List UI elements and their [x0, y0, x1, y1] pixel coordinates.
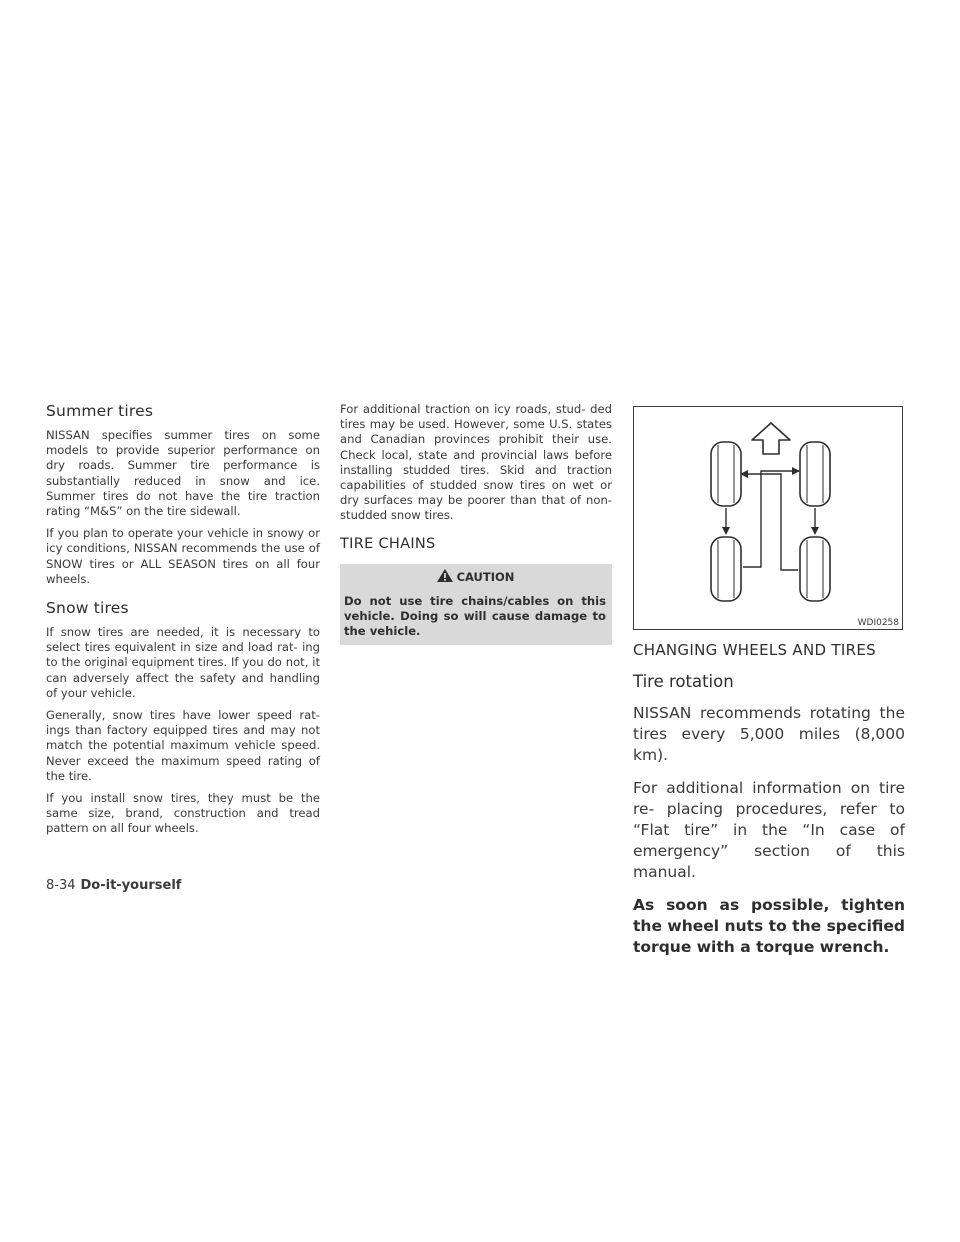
- paragraph: NISSAN specifies summer tires on some models to provide superior performance on dry roads. Summer tire performance is substantially reduced in snow and ice. Summer tires do not have the tire traction rating “M&S” on the tire sidewall.: [46, 428, 320, 519]
- paragraph: Generally, snow tires have lower speed rat- ings than factory equipped tires and may not match the potential maximum vehicle speed. Never exceed the maximum speed rating of the tire.: [46, 708, 320, 783]
- paragraph: For additional information on tire re- placing procedures, refer to “Flat tire” in the “In case of emergency” section of this manual.: [633, 779, 905, 881]
- figure-label: WDI0258: [857, 618, 899, 628]
- heading-tire-chains: TIRE CHAINS: [340, 535, 436, 552]
- heading-snow-tires: Snow tires: [46, 599, 129, 618]
- caution-box: [340, 564, 612, 646]
- tire-rear-left-icon: [711, 537, 741, 601]
- column-middle: [340, 402, 612, 645]
- section-title: Do-it-yourself: [80, 878, 182, 893]
- warning-triangle-icon: [436, 568, 454, 586]
- column-right: [633, 406, 905, 958]
- tire-front-right-icon: [800, 442, 830, 506]
- tire-front-left-icon: [711, 442, 741, 506]
- caution-label: CAUTION: [456, 569, 515, 584]
- tire-rotation-diagram: [633, 406, 903, 630]
- page-number: 8-34: [46, 878, 76, 893]
- tire-rear-right-icon: [800, 537, 830, 601]
- column-left: [46, 402, 320, 844]
- caution-header: [344, 568, 606, 586]
- paragraph: If you plan to operate your vehicle in snowy or icy conditions, NISSAN recommends the use of SNOW tires or ALL SEASON tires on all four wheels.: [46, 526, 320, 586]
- forward-arrow-icon: [752, 423, 790, 454]
- paragraph: If you install snow tires, they must be the same size, brand, construction and tread pattern on all four wheels.: [46, 791, 320, 836]
- paragraph-studded-tires: For additional traction on icy roads, stud- ded tires may be used. However, some U.S. states and Canadian provinces prohibit their use. Check local, state and provincial laws before installing studded tires. Skid and traction capabilities of studded snow tires on wet or dry surfaces may be poorer than that of non-studded snow tires.: [340, 402, 612, 523]
- page-footer: [46, 878, 181, 893]
- bold-note: As soon as possible, tighten the wheel nuts to the specified torque with a torque wrench.: [633, 896, 905, 956]
- paragraph: NISSAN recommends rotating the tires every 5,000 miles (8,000 km).: [633, 704, 905, 764]
- heading-tire-rotation: Tire rotation: [633, 672, 734, 691]
- heading-summer-tires: Summer tires: [46, 402, 154, 420]
- caution-text: Do not use tire chains/cables on this vehicle. Doing so will cause damage to the vehicle.: [344, 593, 606, 639]
- heading-changing-wheels: CHANGING WHEELS AND TIRES: [633, 641, 876, 659]
- tire-rotation-illustration: [634, 407, 904, 631]
- paragraph: If snow tires are needed, it is necessary to select tires equivalent in size and load rat- ing to the original equipment tires. If you do not, it can adversely affect the safety and handling of your vehicle.: [46, 625, 320, 700]
